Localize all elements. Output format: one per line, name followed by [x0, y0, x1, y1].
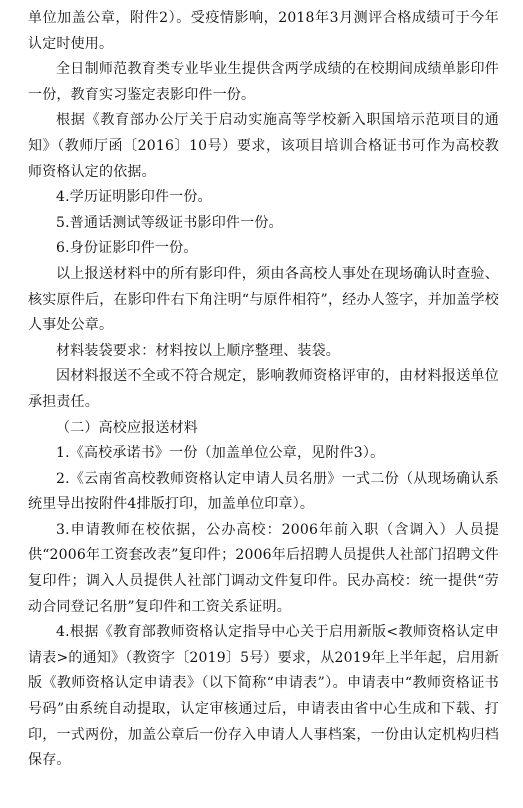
- list-item-employment-basis: 3.申请教师在校依据，公办高校：2006年前入职（含调入）人员提供“2006年工资套改表”复印件；2006年后招聘人员提供人社部门招聘文件复印件；调入人员提供人社部门调动文件复印件。民办高校：统一提供“劳动合同登记名册”复印件和工资关系证明。: [28, 521, 499, 615]
- section-heading-university-materials: （二）高校应报送材料: [56, 419, 198, 436]
- paragraph-responsibility: 因材料报送不全或不符合规定，影响教师资格评审的，由材料报送单位承担责任。: [28, 368, 499, 410]
- list-item-mandarin-certificate: 5.普通话测试等级证书影印件一份。: [56, 214, 283, 231]
- list-item-education-certificate: 4.学历证明影印件一份。: [56, 189, 212, 206]
- list-item-new-application-form: 4.根据《教育部教师资格认定指导中心关于启用新版<教师资格认定申请表>的通知》（教资字〔2019〕5号）要求，从2019年上半年起，启用新版《教师资格认定申请表》（以下简称“申请表”）。申请表中“教师资格证书号码”由系统自动提取，认定审核通过后，申请表由省中心生成和下载、打印，一式两份，加盖公章后一份存入申请人人事档案，一份由认定机构归档保存。: [28, 624, 499, 769]
- paragraph-continuation: 单位加盖公章，附件2）。受疫情影响，2018年3月测评合格成绩可于今年认定时使用。: [28, 10, 499, 52]
- list-item-commitment-letter: 1.《高校承诺书》一份（加盖单位公章，见附件3）。: [56, 445, 385, 462]
- paragraph-national-training-notice: 根据《教育部办公厅关于启动实施高等学校新入职国培示范项目的通知》（教师厅函〔2016〕10号）要求，该项目培训合格证书可作为高校教师资格认定的依据。: [28, 112, 499, 180]
- paragraph-copy-verification: 以上报送材料中的所有影印件，须由各高校人事处在现场确认时查验、核实原件后，在影印件右下角注明“与原件相符”，经办人签字，并加盖学校人事处公章。: [28, 265, 499, 334]
- paragraph-packaging-requirements: 材料装袋要求：材料按以上顺序整理、装袋。: [56, 342, 340, 359]
- list-item-id-card: 6.身份证影印件一份。: [56, 240, 198, 257]
- paragraph-normal-school-graduates: 全日制师范教育类专业毕业生提供含两学成绩的在校期间成绩单影印件一份，教育实习鉴定表影印件一份。: [28, 61, 499, 103]
- list-item-applicant-roster: 2.《云南省高校教师资格认定申请人员名册》一式二份（从现场确认系统里导出按附件4排版打印，加盖单位印章）。: [28, 470, 499, 513]
